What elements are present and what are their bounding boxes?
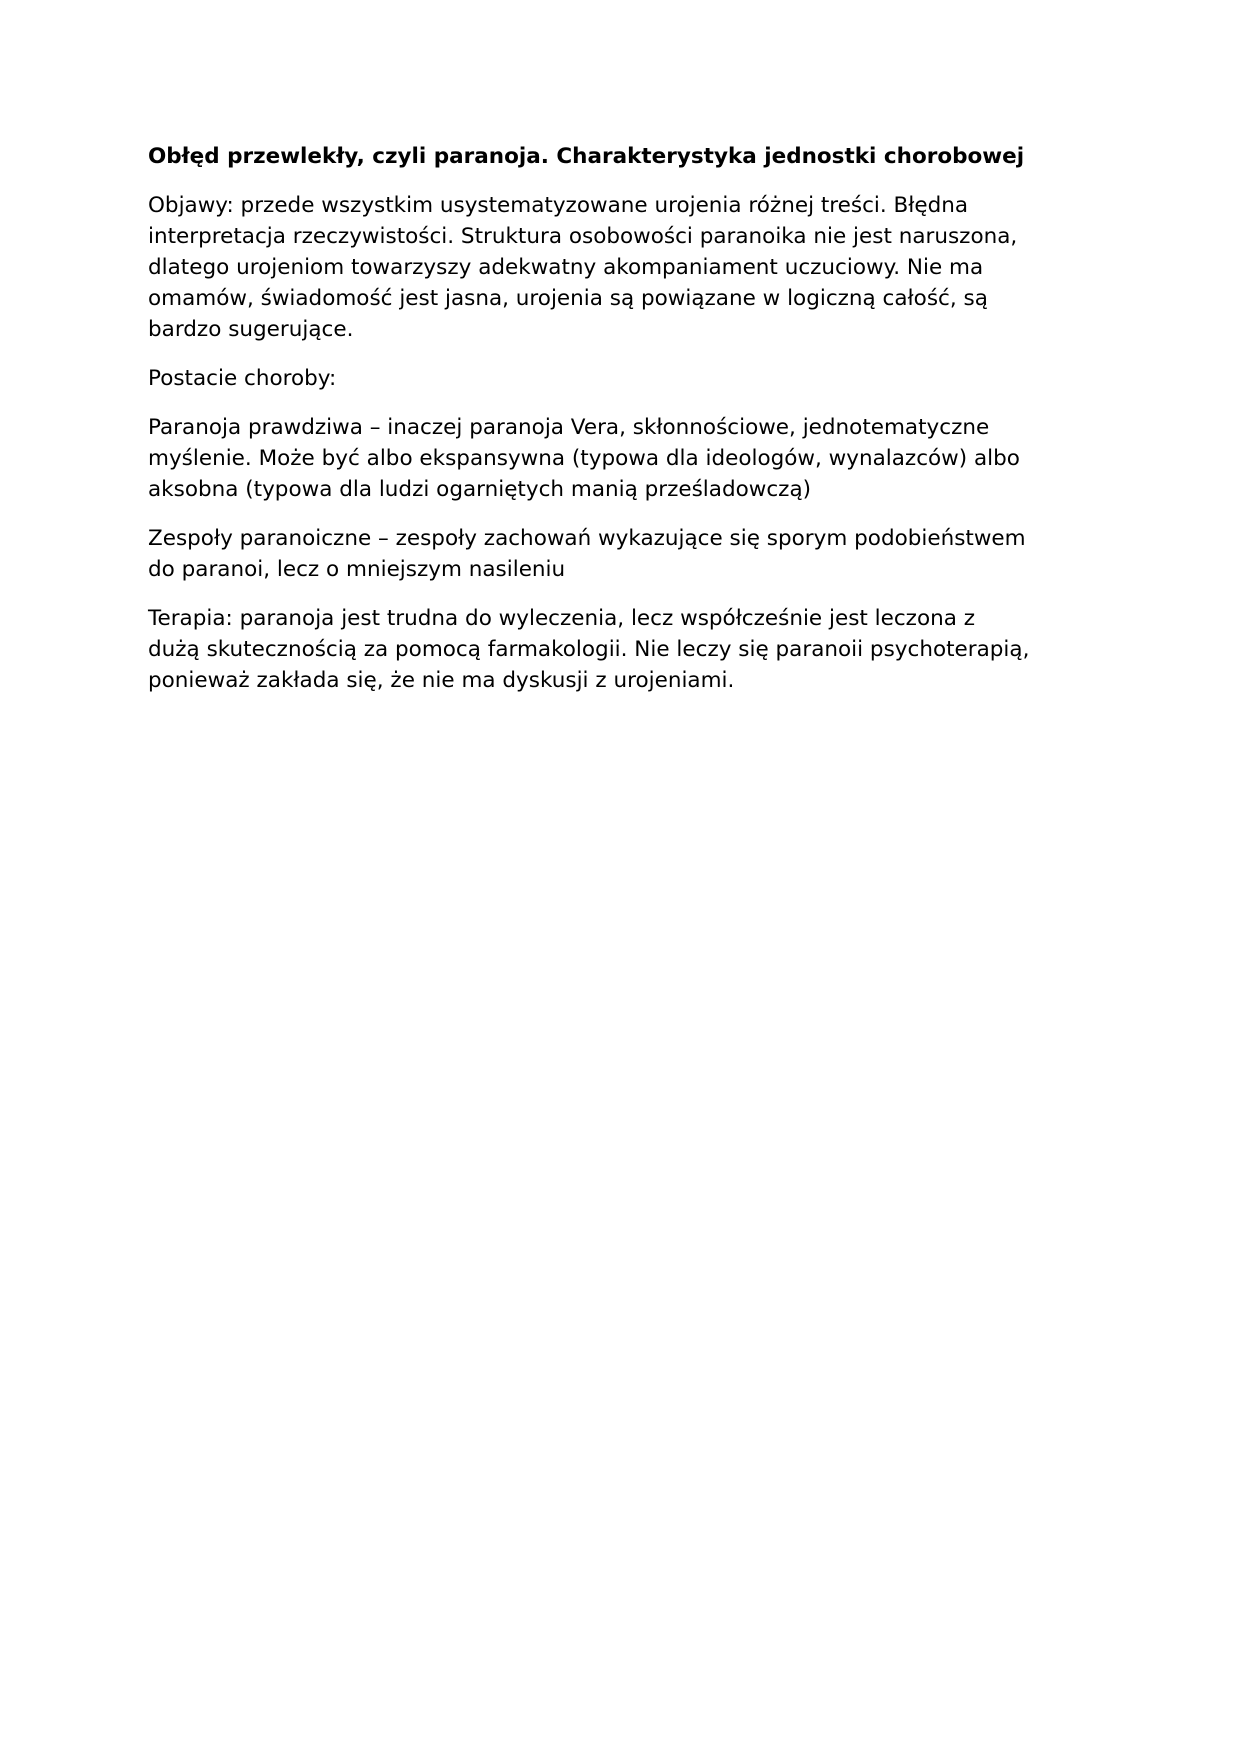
text-line: do paranoi, lecz o mniejszym nasileniu: [148, 557, 566, 582]
text-line: aksobna (typowa dla ludzi ogarniętych manią prześladowczą): [148, 477, 812, 502]
text-line: ponieważ zakłada się, że nie ma dyskusji z urojeniami.: [148, 668, 735, 693]
text-line: Terapia: paranoja jest trudna do wyleczenia, lecz współcześnie jest leczona z: [148, 606, 976, 631]
text-line: omamów, świadomość jest jasna, urojenia są powiązane w logiczną całość, są: [148, 286, 988, 311]
text-line: bardzo sugerujące.: [148, 317, 354, 342]
text-line: dużą skutecznością za pomocą farmakologii. Nie leczy się paranoii psychoterapią,: [148, 637, 1030, 662]
text-line: dlatego urojeniom towarzyszy adekwatny akompaniament uczuciowy. Nie ma: [148, 255, 984, 280]
text-line: interpretacja rzeczywistości. Struktura osobowości paranoika nie jest naruszona,: [148, 224, 1018, 249]
text-line: Postacie choroby:: [148, 366, 337, 391]
document-page: [148, 142, 1096, 714]
paragraph-symptoms: [148, 190, 1096, 345]
document-title: Obłęd przewlekły, czyli paranoja. Charakterystyka jednostki chorobowej: [148, 144, 1025, 169]
paragraph-forms-heading: [148, 363, 1096, 394]
paragraph-true-paranoia: [148, 412, 1096, 505]
paragraph-therapy: [148, 603, 1096, 696]
text-line: Objawy: przede wszystkim usystematyzowane urojenia różnej treści. Błędna: [148, 193, 969, 218]
paragraph-paranoid-syndromes: [148, 523, 1096, 585]
text-line: Zespoły paranoiczne – zespoły zachowań wykazujące się sporym podobieństwem: [148, 526, 1026, 551]
text-line: myślenie. Może być albo ekspansywna (typowa dla ideologów, wynalazców) albo: [148, 446, 1020, 471]
text-line: Paranoja prawdziwa – inaczej paranoja Vera, skłonnościowe, jednotematyczne: [148, 415, 990, 440]
